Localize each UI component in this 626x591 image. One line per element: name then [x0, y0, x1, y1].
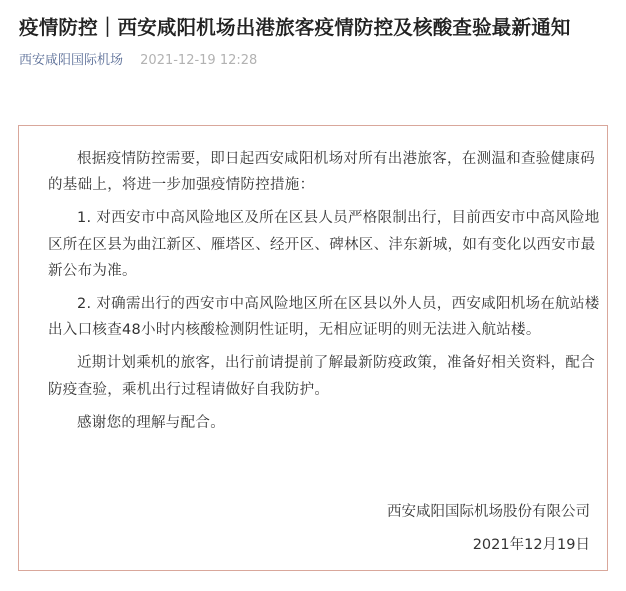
article-title: 疫情防控｜西安咸阳机场出港旅客疫情防控及核酸查验最新通知	[19, 16, 571, 39]
notice-signature: 西安咸阳国际机场股份有限公司	[387, 504, 590, 520]
publish-time: 2021-12-19 12:28	[140, 53, 258, 68]
notice-paragraph-item-1: 1. 对西安市中高风险地区及所在区县人员严格限制出行，目前西安市中高风险地区所在区县为曲江新区、雁塔区、经开区、碑林区、沣东新城，如有变化以西安市最新公布为准。	[48, 210, 600, 279]
article-meta	[19, 51, 257, 71]
account-name-link[interactable]: 西安咸阳国际机场	[19, 53, 124, 68]
notice-body	[48, 146, 600, 443]
notice-paragraph-thanks: 感谢您的理解与配合。	[77, 414, 225, 431]
notice-signature-block	[387, 496, 590, 562]
notice-date: 2021年12月19日	[472, 537, 590, 553]
notice-paragraph-item-2: 2. 对确需出行的西安市中高风险地区所在区县以外人员，西安咸阳机场在航站楼出入口核查48小时内核酸检测阴性证明，无相应证明的则无法进入航站楼。	[48, 296, 600, 339]
notice-paragraph-intro: 根据疫情防控需要，即日起西安咸阳机场对所有出港旅客，在测温和查验健康码的基础上，将进一步加强疫情防控措施：	[48, 151, 595, 194]
notice-paragraph-advice: 近期计划乘机的旅客，出行前请提前了解最新防疫政策，准备好相关资料，配合防疫查验，乘机出行过程请做好自我防护。	[48, 355, 595, 398]
